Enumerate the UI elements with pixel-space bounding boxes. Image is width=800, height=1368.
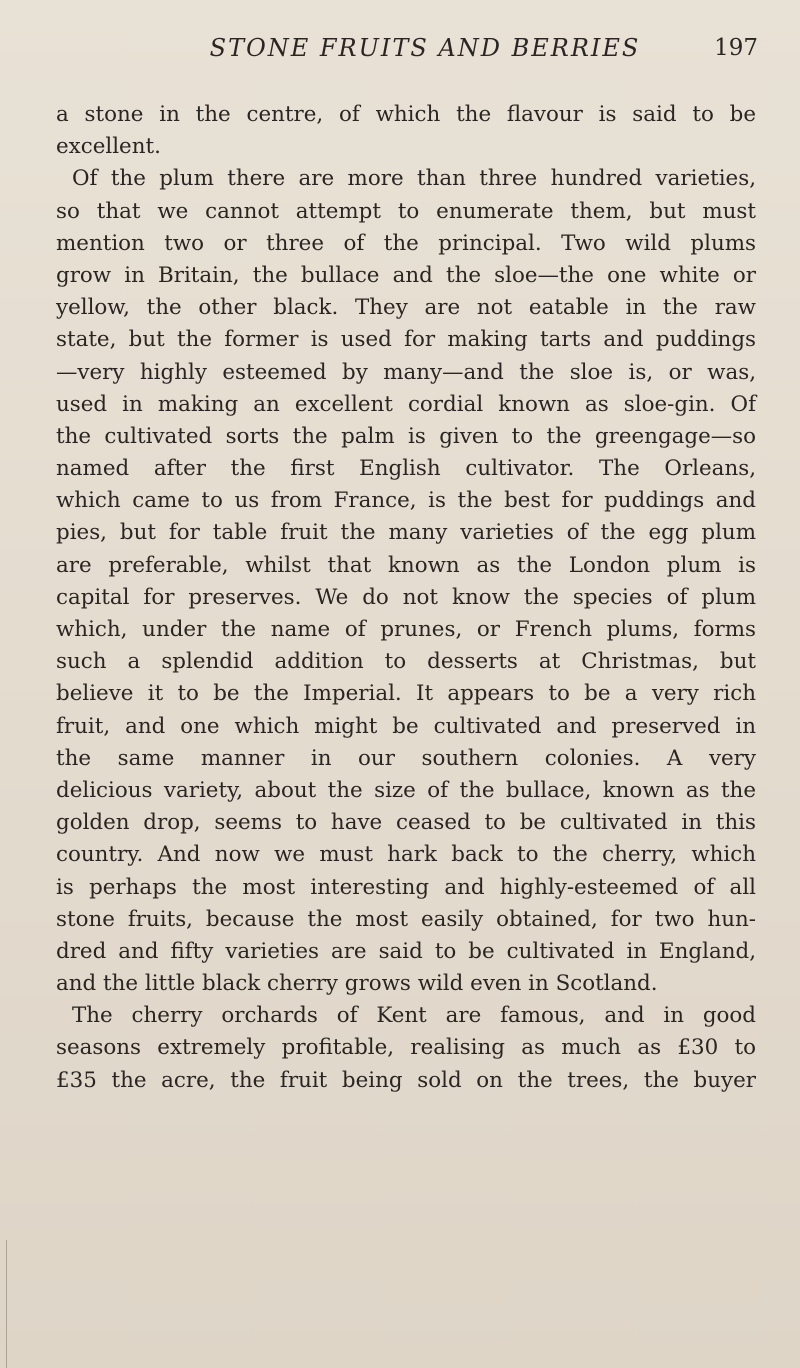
- text-line: so that we cannot attempt to enumerate them, but must: [56, 198, 756, 224]
- text-line: the same manner in our southern colonies. A very: [56, 745, 756, 771]
- page-edge-line: [6, 1240, 7, 1368]
- text-line: stone fruits, because the most easily obtained, for two hun-: [56, 906, 756, 932]
- text-line: grow in Britain, the bullace and the sloe—the one white or: [56, 262, 756, 288]
- text-line: such a splendid addition to desserts at Christmas, but: [56, 649, 756, 675]
- text-line: dred and fifty varieties are said to be cultivated in England,: [56, 938, 756, 964]
- body-text: [56, 99, 756, 1097]
- running-header: [0, 34, 800, 74]
- text-line: is perhaps the most interesting and highly-esteemed of all: [56, 874, 756, 900]
- text-line: which came to us from France, is the best for puddings and: [56, 488, 756, 514]
- text-line: delicious variety, about the size of the bullace, known as the: [56, 777, 756, 803]
- text-line: country. And now we must hark back to the cherry, which: [56, 842, 756, 868]
- text-line: and the little black cherry grows wild even in Scotland.: [56, 971, 658, 997]
- text-line: named after the first English cultivator. The Orleans,: [56, 456, 756, 482]
- text-line: which, under the name of prunes, or French plums, forms: [56, 617, 756, 642]
- text-line: fruit, and one which might be cultivated and preserved in: [56, 713, 756, 739]
- text-line: pies, but for table fruit the many varieties of the egg plum: [56, 520, 756, 546]
- text-line: used in making an excellent cordial known as sloe-gin. Of: [56, 391, 756, 417]
- running-title: STONE FRUITS AND BERRIES: [209, 34, 641, 62]
- text-line: yellow, the other black. They are not eatable in the raw: [56, 295, 756, 321]
- text-line: the cultivated sorts the palm is given to the greengage—so: [56, 423, 756, 449]
- text-line: excellent.: [56, 134, 161, 160]
- text-line: believe it to be the Imperial. It appears to be a very rich: [56, 681, 756, 707]
- text-line: —very highly esteemed by many—and the sloe is, or was,: [56, 359, 756, 385]
- text-line: state, but the former is used for making tarts and puddings: [56, 327, 756, 353]
- text-line: The cherry orchards of Kent are famous, and in good: [72, 1003, 756, 1029]
- text-line: Of the plum there are more than three hundred varieties,: [72, 166, 756, 192]
- text-line: a stone in the centre, of which the flavour is said to be: [56, 102, 756, 127]
- text-line: capital for preserves. We do not know the species of plum: [56, 584, 756, 610]
- text-line: golden drop, seems to have ceased to be cultivated in this: [56, 810, 756, 836]
- page-number: 197: [714, 35, 758, 61]
- text-line: £35 the acre, the fruit being sold on the trees, the buyer: [56, 1067, 756, 1093]
- text-line: are preferable, whilst that known as the London plum is: [56, 552, 756, 578]
- text-line: seasons extremely profitable, realising as much as £30 to: [56, 1035, 756, 1061]
- text-line: mention two or three of the principal. Two wild plums: [56, 230, 756, 256]
